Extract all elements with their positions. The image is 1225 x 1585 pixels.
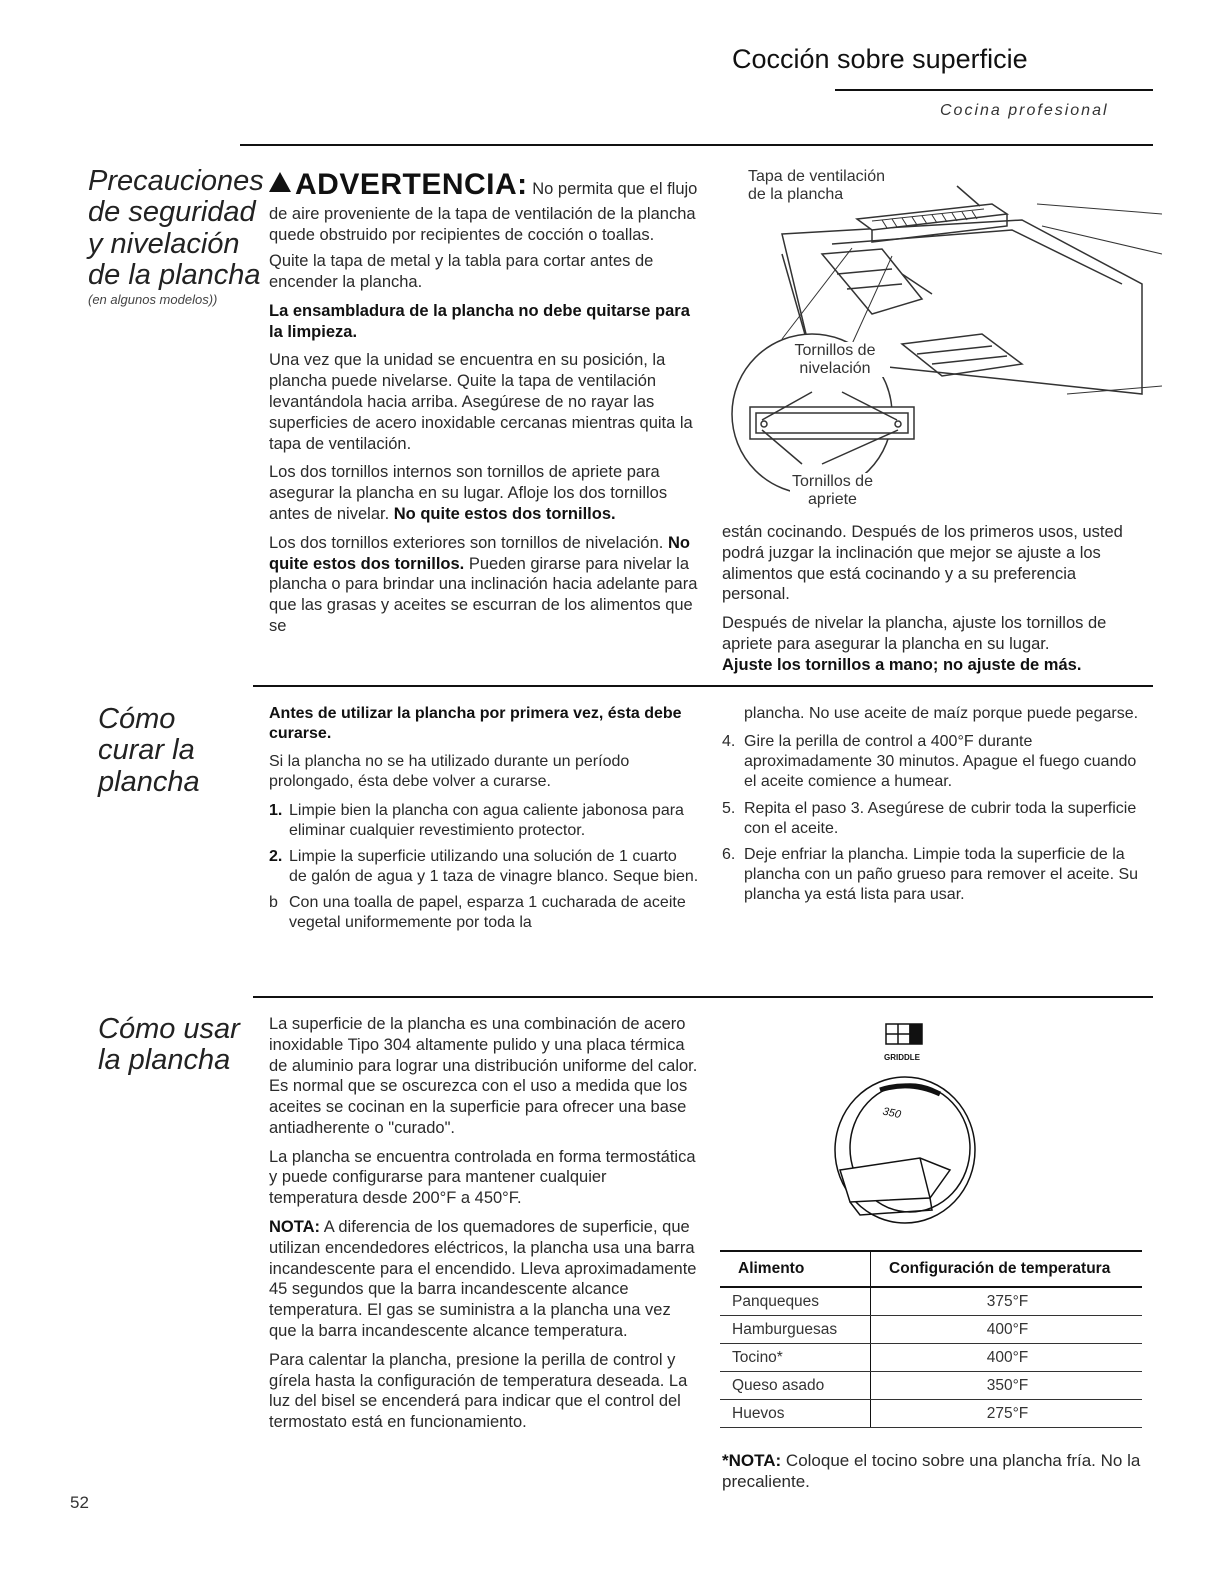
section-title-cure xyxy=(98,704,200,798)
step-text: Gire la perilla de control a 400°F durante aproximadamente 30 minutos. Apague el fuego cuando el aceite comience a humear. xyxy=(744,733,1137,791)
title-line: la plancha xyxy=(98,1044,231,1077)
warning-text: No permita que el flujo de aire proveniente de la tapa de ventilación de la plancha quede obstruido por recipientes de cocción o toallas. xyxy=(269,180,698,244)
text: Pueden girarse para nivelar la plancha o para brindar una inclinación hacia adelante para que las grasas y aceites se escurran de los alimentos que se xyxy=(269,554,698,635)
temp-cell: 375°F xyxy=(871,1287,1143,1316)
page-number: 52 xyxy=(70,1493,89,1512)
column-header: Configuración de temperatura xyxy=(871,1251,1143,1287)
use-text xyxy=(269,1014,699,1441)
temp-cell: 400°F xyxy=(871,1316,1143,1344)
section-divider xyxy=(240,144,1153,146)
step-text: Con una toalla de papel, esparza 1 cucharada de aceite vegetal uniformemente por toda la xyxy=(289,894,686,932)
step-number: 2. xyxy=(269,847,283,865)
step-text: Repita el paso 3. Asegúrese de cubrir toda la superficie con el aceite. xyxy=(744,799,1137,837)
table-row xyxy=(720,1400,1142,1428)
text: A diferencia de los quemadores de superficie, que utilizan encendedores eléctricos, la plancha usa una barra incandescente para el encendido. Lleva aproximadamente 45 segundos que la barra incandescente alcance temperatura. El gas se suministra a la plancha una vez que la barra incandescente alcance temperatura. xyxy=(269,1218,697,1340)
paragraph: La plancha se encuentra controlada en forma termostática y puede configurarse para mantener cualquier temperatura desde 200°F a 450°F. xyxy=(269,1147,696,1208)
table-row xyxy=(720,1316,1142,1344)
list-item xyxy=(269,893,699,933)
note-label: NOTA: xyxy=(269,1218,321,1237)
text: Los dos tornillos exteriores son tornillos de nivelación. xyxy=(269,533,668,552)
column-header: Alimento xyxy=(720,1251,871,1287)
paragraph: Para calentar la plancha, presione la perilla de control y gírela hasta la configuración de temperatura deseada. La luz del bisel se encenderá para indicar que el control del termostato está en funcionamiento. xyxy=(269,1350,688,1432)
food-cell: Panqueques xyxy=(720,1287,871,1316)
food-cell: Queso asado xyxy=(720,1372,871,1400)
warning-heading: ADVERTENCIA: xyxy=(295,168,528,201)
text-bold: No quite estos dos tornillos. xyxy=(269,533,690,573)
paragraph-bold: Ajuste los tornillos a mano; no ajuste de más. xyxy=(722,655,1082,674)
text: Los dos tornillos internos son tornillos de apriete para asegurar la plancha en su lugar. Afloje los dos tornillos antes de nivelar. xyxy=(269,463,668,523)
safety-text xyxy=(269,166,699,645)
section-title-safety xyxy=(88,166,264,291)
table-row xyxy=(720,1372,1142,1400)
step-text: Deje enfriar la plancha. Limpie toda la superficie de la plancha con un paño grueso para remover el aceite. Su plancha ya está lista para usar. xyxy=(744,845,1139,904)
list-item xyxy=(722,799,1147,839)
title-line: de la plancha xyxy=(88,258,261,291)
step-text: Limpie bien la plancha con agua caliente jabonosa para eliminar cualquier revestimiento protector. xyxy=(289,801,684,839)
label-tightening-screws: Tornillos de apriete xyxy=(790,473,875,508)
temperature-table xyxy=(720,1250,1142,1428)
list-item xyxy=(722,845,1147,905)
cure-steps xyxy=(269,801,699,934)
note-label: *NOTA: xyxy=(722,1451,782,1470)
step-number: 5. xyxy=(722,799,736,817)
cure-text-right xyxy=(722,704,1147,911)
knob-number: 350 xyxy=(881,1105,903,1122)
paragraph: plancha. No use aceite de maíz porque puede pegarse. xyxy=(744,705,1139,722)
cure-steps-continued xyxy=(722,732,1147,905)
header-rule xyxy=(835,89,1153,91)
step-number: 6. xyxy=(722,845,736,863)
label-vent-cover: Tapa de ventilación de la plancha xyxy=(748,168,885,203)
title-line: Cómo usar xyxy=(98,1013,240,1045)
paragraph-bold: Antes de utilizar la plancha por primera vez, ésta debe curarse. xyxy=(269,705,682,743)
paragraph xyxy=(269,1217,699,1342)
temp-cell: 275°F xyxy=(871,1400,1143,1428)
temp-cell: 350°F xyxy=(871,1372,1143,1400)
title-line: plancha xyxy=(98,765,200,798)
step-number: 1. xyxy=(269,801,283,819)
safety-text-right xyxy=(722,522,1147,683)
paragraph: Si la plancha no se ha utilizado durante un período prolongado, ésta debe volver a curarse. xyxy=(269,753,630,791)
cure-text-left xyxy=(269,704,699,940)
temp-cell: 400°F xyxy=(871,1344,1143,1372)
page-header-subtitle: Cocina profesional xyxy=(940,102,1109,119)
text-bold: No quite estos dos tornillos. xyxy=(393,504,616,523)
list-item xyxy=(722,732,1147,792)
paragraph xyxy=(269,533,699,637)
title-line: Precauciones xyxy=(88,165,264,197)
food-cell: Tocino* xyxy=(720,1344,871,1372)
paragraph: Quite la tapa de metal y la tabla para cortar antes de encender la plancha. xyxy=(269,252,654,292)
paragraph: están cocinando. Después de los primeros usos, usted podrá juzgar la inclinación que mejor se ajuste a los alimentos que está cocinando y a su preferencia personal. xyxy=(722,523,1123,604)
title-line: curar la xyxy=(98,734,195,767)
bacon-note xyxy=(722,1450,1147,1493)
paragraph xyxy=(269,462,699,524)
step-text: Limpie la superficie utilizando una solución de 1 cuarto de galón de agua y 1 taza de vinagre blanco. Seque bien. xyxy=(289,847,699,886)
list-item xyxy=(269,801,699,841)
list-item xyxy=(269,847,699,887)
page-header-title: Cocción sobre superficie xyxy=(732,44,1028,74)
title-line: Cómo xyxy=(98,703,176,735)
section-divider xyxy=(253,996,1153,998)
section-title-use xyxy=(98,1014,240,1077)
warning-icon xyxy=(269,172,291,192)
title-line: de seguridad xyxy=(88,196,256,229)
table-header-row xyxy=(720,1251,1142,1287)
label-leveling-screws: Tornillos de nivelación xyxy=(780,342,890,377)
paragraph: Después de nivelar la plancha, ajuste los tornillos de apriete para asegurar la plancha en su lugar. xyxy=(722,614,1107,653)
step-number: 4. xyxy=(722,733,736,751)
knob-label: GRIDDLE xyxy=(884,1053,920,1062)
models-note: (en algunos modelos)) xyxy=(88,292,218,307)
note-text: Coloque el tocino sobre una plancha fría. No la precaliente. xyxy=(722,1451,1141,1492)
table-row xyxy=(720,1287,1142,1316)
griddle-knob-diagram xyxy=(820,1020,990,1240)
section-divider xyxy=(253,685,1153,687)
paragraph: La superficie de la plancha es una combinación de acero inoxidable Tipo 304 altamente pulido y una placa térmica de aluminio para lograr una distribución uniforme del calor. Es normal que se oscurezca con el uso a medida que los aceites se cocinan en la superficie para ofrecer una base antiadherente o "curado". xyxy=(269,1015,698,1137)
food-cell: Hamburguesas xyxy=(720,1316,871,1344)
step-number: b xyxy=(269,894,278,912)
table-row xyxy=(720,1344,1142,1372)
food-cell: Huevos xyxy=(720,1400,871,1428)
paragraph: Una vez que la unidad se encuentra en su posición, la plancha puede nivelarse. Quite la tapa de ventilación levantándola hacia arriba. Asegúrese de no rayar las superficies de acero inoxidable cercanas mientras quita la tapa de ventilación. xyxy=(269,351,693,453)
title-line: y nivelación xyxy=(88,227,240,260)
paragraph-bold: La ensambladura de la plancha no debe quitarse para la limpieza. xyxy=(269,301,690,341)
